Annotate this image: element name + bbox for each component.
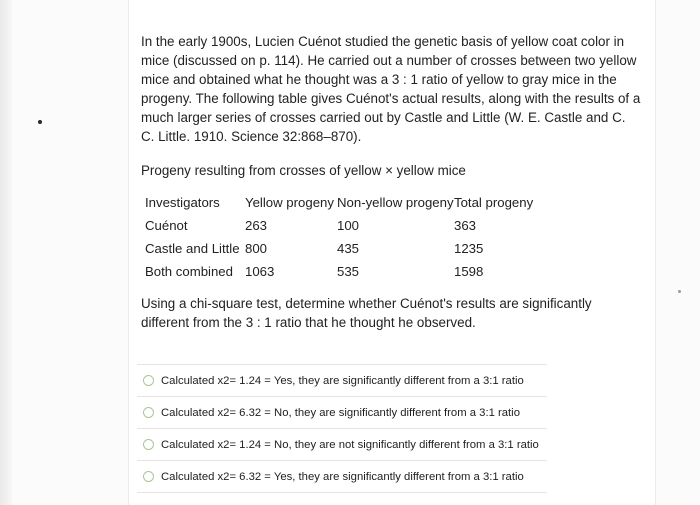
answer-option-1[interactable] [137,364,547,397]
left-margin-shade [0,0,12,505]
cell-investigator: Cuénot [145,218,188,233]
cell-non-yellow: 535 [337,264,360,279]
radio-button-icon[interactable] [143,375,154,386]
cell-yellow: 800 [245,241,268,256]
table-row [145,214,564,237]
answer-option-3[interactable] [137,429,547,461]
cell-total: 1598 [454,264,484,279]
cell-non-yellow: 100 [337,218,360,233]
progeny-table [145,191,564,283]
answer-option-2[interactable] [137,397,547,429]
answer-option-label: Calculated x2= 1.24 = No, they are not significantly different from a 3:1 ratio [161,438,539,451]
cell-investigator: Castle and Little [145,241,240,256]
answer-option-4[interactable] [137,461,547,493]
cell-non-yellow: 435 [337,241,360,256]
table-row [145,260,564,283]
cell-investigator: Both combined [145,264,233,279]
cell-total: 363 [454,218,477,233]
header-yellow: Yellow progeny [245,195,334,210]
header-non-yellow: Non-yellow progeny [337,195,454,210]
table-title: Progeny resulting from crosses of yellow × yellow mice [141,163,466,178]
table-row [145,237,564,260]
question-panel [128,0,656,505]
radio-button-icon[interactable] [143,439,154,450]
radio-button-icon[interactable] [143,471,154,482]
stray-dot [678,290,681,293]
question-prompt: In the early 1900s, Lucien Cuénot studied the genetic basis of yellow coat color in mice (discussed on p. 114). He carried out a number of crosses between two yellow mice and obtained what he thought was a 3 : 1 ratio of yellow to gray mice in the progeny. The following table gives Cuénot's actual results, along with the results of a much larger series of crosses carried out by Castle and Little (W. E. Castle and C. C. Little. 1910. Science 32:868–870). [141,34,641,144]
cell-yellow: 1063 [245,264,275,279]
table-header-row [145,191,564,214]
header-investigators: Investigators [145,195,220,210]
answer-options [137,364,547,493]
answer-option-label: Calculated x2= 1.24 = Yes, they are significantly different from a 3:1 ratio [161,374,524,387]
bullet-dot [38,120,42,124]
question-ask: Using a chi-square test, determine whether Cuénot's results are significantly different from the 3 : 1 ratio that he thought he observed. [141,296,592,330]
header-total: Total progeny [454,195,534,210]
radio-button-icon[interactable] [143,407,154,418]
answer-option-label: Calculated x2= 6.32 = Yes, they are significantly different from a 3:1 ratio [161,470,524,483]
cell-total: 1235 [454,241,484,256]
cell-yellow: 263 [245,218,268,233]
answer-option-label: Calculated x2= 6.32 = No, they are significantly different from a 3:1 ratio [161,406,520,419]
